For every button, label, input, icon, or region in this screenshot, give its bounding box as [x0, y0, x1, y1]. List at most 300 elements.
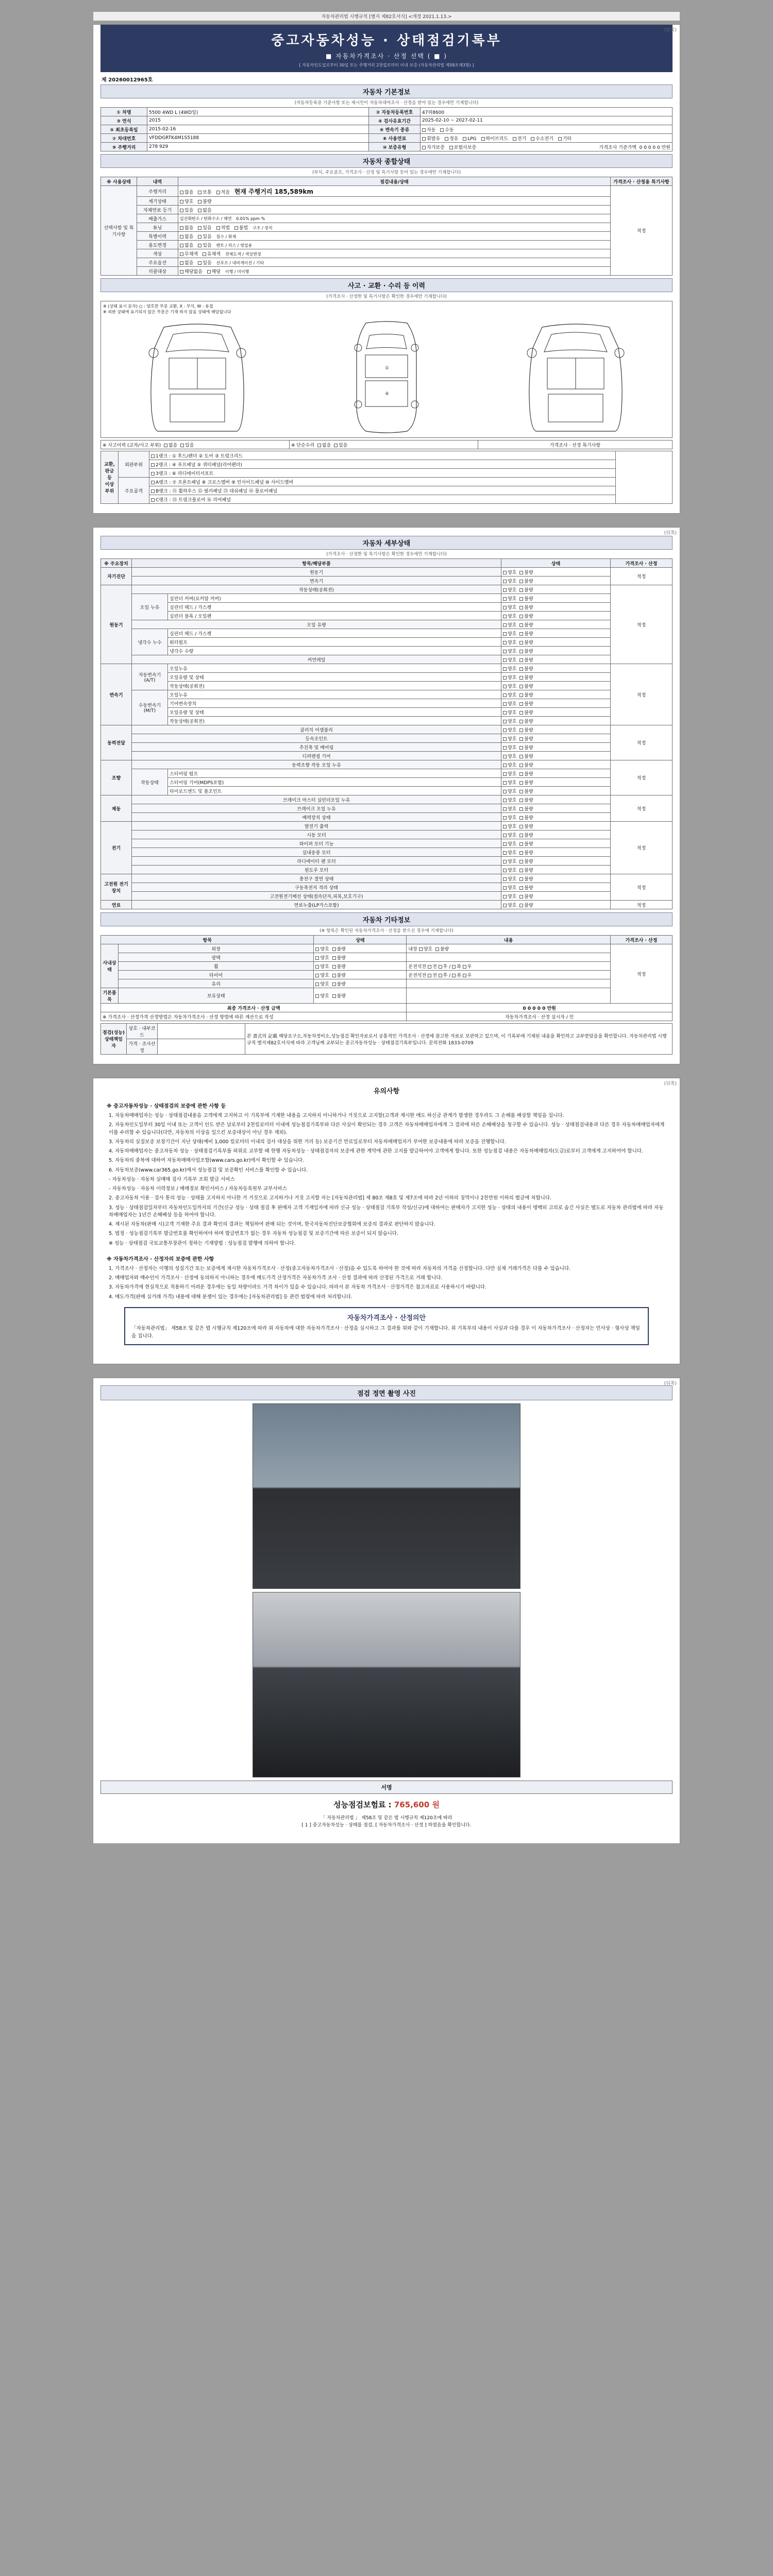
- checkbox-bad[interactable]: [519, 711, 523, 715]
- checkbox-tuning-no[interactable]: [180, 226, 183, 230]
- section-detail-subheader: (가격조사 · 산정한 및 특기사항은 확인한 경우에만 기재합니다): [326, 552, 447, 557]
- frame-item-label: C랭크 : ⑮ 트렁크플로어 ⑯ 리어패널: [156, 497, 231, 503]
- checkbox-tire-front[interactable]: [428, 974, 431, 977]
- table-row: [101, 478, 673, 486]
- table-row: [101, 664, 673, 673]
- part-label: 타이로드엔드 및 볼조인트: [168, 787, 501, 795]
- checkbox-good[interactable]: [503, 571, 507, 574]
- company-statement-table: [100, 1023, 673, 1055]
- col-head-remark: 가격조사 · 산정용 특기사항: [611, 177, 673, 186]
- checkbox-bad[interactable]: [332, 965, 336, 969]
- checkbox-bad[interactable]: [519, 825, 523, 828]
- checkbox-bad[interactable]: [519, 834, 523, 837]
- remark-value: 적정: [611, 725, 673, 760]
- table-row: [101, 594, 673, 603]
- checkbox-good[interactable]: [315, 956, 319, 960]
- checkbox-bad[interactable]: [435, 947, 439, 951]
- table-row: [101, 186, 673, 197]
- checkbox-bad[interactable]: [519, 693, 523, 697]
- appraisal-statement-box: [124, 1307, 649, 1345]
- checkbox-insurer-warranty[interactable]: [449, 146, 453, 149]
- footer-line-2: [ 1 ] 중고자동차성능 · 상태를 점검, [ 자동차가격조사 · 산정 ] 하였음을 확인합니다.: [301, 1822, 472, 1828]
- simple-repair-label: ※ 단순수리: [291, 443, 315, 448]
- table-row: [101, 944, 673, 953]
- checkbox-gauge-bad[interactable]: [198, 200, 201, 204]
- notice-section-2-title: ※ 자동차가격조사 · 산정자의 보증에 관한 사항: [107, 1256, 214, 1262]
- checkbox-good[interactable]: [503, 869, 507, 872]
- option-label: LPG: [467, 136, 477, 142]
- checkbox-tire-rear[interactable]: [439, 974, 442, 977]
- footer-note: [104, 1815, 669, 1829]
- checkbox-bad[interactable]: [519, 580, 523, 583]
- checkbox-good[interactable]: [315, 994, 319, 998]
- checkbox-bad[interactable]: [519, 886, 523, 890]
- fuel-options: [421, 134, 673, 143]
- checkbox-good[interactable]: [503, 588, 507, 592]
- checkbox-good[interactable]: [503, 606, 507, 609]
- checkbox-rank-b[interactable]: [151, 489, 155, 493]
- group-label: 조향: [101, 760, 132, 795]
- part-label: 원동기: [132, 568, 501, 577]
- inspection-photo-2: [253, 1592, 520, 1777]
- checkbox-bad[interactable]: [519, 772, 523, 776]
- checkbox-good[interactable]: [503, 728, 507, 732]
- checkbox-good[interactable]: [503, 807, 507, 811]
- checkbox-bad[interactable]: [332, 956, 336, 960]
- table-row: [101, 1012, 673, 1021]
- checkbox-good[interactable]: [315, 947, 319, 951]
- state-cell: 양호 불량: [501, 813, 611, 822]
- list-item: 3. 성능 · 상태점검일자부터 자동차인도일까지의 기간(신규 성능 · 상태 점검 후 판매자 고객 기재일자에 따라 신규 성능 · 상태점검 기록부 작성/신규)에 대하여는 판매자가 고지한 성능 · 상태의 내용이 명백히 고의로 숨긴 사실은 별도로 자동차 관리법에 따라 자동차매매업자는 1년간 손해배상 등을 하여야 합니다.: [109, 1205, 664, 1218]
- row-state: 많음 보통 적음 현재 주행거리 185,589km: [178, 186, 611, 197]
- accident-remark-header: 가격조사 · 산정 특기사항: [478, 440, 672, 449]
- table-row: [101, 451, 673, 460]
- checkbox-good[interactable]: [503, 658, 507, 662]
- table-row: [101, 197, 673, 206]
- checkbox-good[interactable]: [315, 965, 319, 969]
- checkbox-good[interactable]: [503, 615, 507, 618]
- checkbox-bad[interactable]: [519, 755, 523, 758]
- checkbox-good[interactable]: [503, 904, 507, 907]
- notice-list-1: [107, 1112, 666, 1247]
- checkbox-good[interactable]: [503, 877, 507, 881]
- checkbox-option-yes[interactable]: [198, 261, 201, 265]
- checkbox-good[interactable]: [503, 632, 507, 636]
- checkbox-good[interactable]: [503, 676, 507, 680]
- checkbox-gauge-good[interactable]: [180, 200, 183, 204]
- checkbox-good[interactable]: [503, 886, 507, 890]
- group-label: 연료: [101, 901, 132, 909]
- table-row: [101, 214, 673, 223]
- field-label: ⑨ 주행거리: [101, 143, 147, 151]
- part-label: 발전기 출력: [132, 822, 501, 831]
- table-row: [101, 125, 673, 134]
- checkbox-bad[interactable]: [519, 904, 523, 907]
- remark-cell: [611, 186, 673, 276]
- color-detail: 전체도색 / 색상변경: [225, 251, 261, 257]
- part-label: 연료누출(LP가스포함): [132, 901, 501, 909]
- checkbox-good[interactable]: [315, 982, 319, 986]
- table-row: [101, 612, 673, 620]
- checkbox-good[interactable]: [503, 842, 507, 846]
- checkbox-good[interactable]: [503, 834, 507, 837]
- checkbox-good[interactable]: [503, 711, 507, 715]
- checkbox-bad[interactable]: [519, 702, 523, 706]
- part-label: 오일유량 및 상태: [168, 673, 501, 682]
- checkbox-recall-yes[interactable]: [207, 270, 211, 274]
- list-item: 3. 자동차의 실질보증 보장기간이 지난 상태(예비 1,000 킬로미터 이내의 검사 대상을 위한 거리 등) 보증기간 만료일로부터 자동차매매업자가 부여한 보증내용에 따라 보증을 진행합니다.: [109, 1139, 506, 1145]
- part-label: 스티어링 기어(MDPS포함): [168, 778, 501, 787]
- checkbox-fuel-etc[interactable]: [558, 137, 562, 141]
- checkbox-bad[interactable]: [332, 982, 336, 986]
- checkbox-rank2[interactable]: [151, 463, 155, 467]
- checkbox-fuel-gasoline[interactable]: [422, 137, 426, 141]
- option-label: 휘발유: [427, 136, 441, 142]
- part-label: 냉각수 수량: [168, 647, 501, 655]
- state-cell: 양호 불량: [501, 743, 611, 752]
- checkbox-bad[interactable]: [332, 994, 336, 998]
- table-row: [101, 953, 673, 962]
- checkbox-good[interactable]: [503, 623, 507, 627]
- checkbox-bad[interactable]: [519, 737, 523, 741]
- page-4: [93, 1378, 680, 1844]
- option-label: 기타: [562, 136, 572, 142]
- checkbox-good[interactable]: [503, 764, 507, 767]
- checkbox-bad[interactable]: [519, 720, 523, 723]
- checkbox-good[interactable]: [419, 947, 423, 951]
- checkbox-fuel-lpg[interactable]: [463, 137, 466, 141]
- checkbox-bad[interactable]: [519, 842, 523, 846]
- detail-state-table: [100, 558, 673, 909]
- table-row: [101, 874, 673, 883]
- overall-state-table: [100, 177, 673, 276]
- checkbox-good[interactable]: [503, 650, 507, 653]
- checkbox-tire-left[interactable]: [452, 974, 456, 977]
- state-cell: 양호 불량: [501, 655, 611, 664]
- field-label: ⑩ 보증유형: [369, 143, 421, 151]
- checkbox-bad[interactable]: [519, 790, 523, 793]
- checkbox-bad[interactable]: [519, 658, 523, 662]
- state-cell: 양호 불량: [501, 664, 611, 673]
- part-label: 오일누유: [168, 690, 501, 699]
- part-label: 작동상태(공회전): [132, 585, 501, 594]
- total-price-value: 0 0 0 0 0 만원: [407, 1004, 673, 1012]
- checkbox-bad[interactable]: [519, 623, 523, 627]
- table-row: [101, 647, 673, 655]
- checkbox-good[interactable]: [503, 685, 507, 688]
- checkbox-usechange-no[interactable]: [180, 244, 183, 247]
- col-head-state: 점검내용/상태: [178, 177, 611, 186]
- row-item: 리콜대상: [137, 267, 178, 276]
- price-base-label: 가격조사 기준가액: [599, 145, 636, 150]
- checkbox-bad[interactable]: [519, 597, 523, 601]
- checkbox-wheel-right[interactable]: [463, 965, 466, 969]
- section-overall-subheader: (부식, 주요골조, 가격조사 · 산정 및 특기사항 등이 있는 경우에만 기재합니다): [312, 170, 461, 175]
- row-item: 자체연료 등기: [137, 206, 178, 214]
- part-label: 윈도우 모터: [132, 866, 501, 874]
- checkbox-good[interactable]: [503, 772, 507, 776]
- checkbox-bad[interactable]: [519, 676, 523, 680]
- checkbox-option-no[interactable]: [180, 261, 183, 265]
- checkbox-bad[interactable]: [519, 667, 523, 671]
- checkbox-bad[interactable]: [519, 895, 523, 899]
- table-row: [101, 787, 673, 795]
- checkbox-bad[interactable]: [519, 746, 523, 750]
- table-row: [101, 469, 673, 478]
- table-row: [101, 620, 673, 629]
- insurance-price-value: 765,600 원: [394, 1800, 440, 1810]
- car-diagram-front: [133, 317, 262, 435]
- state-cell: 양호 불량: [501, 866, 611, 874]
- row-item: 특별이력: [137, 232, 178, 241]
- content-cell: 운전석전 전 후 / 좌 우: [407, 962, 611, 971]
- table-row: [101, 778, 673, 787]
- field-label: 가격 · 조사산정: [127, 1039, 158, 1055]
- row-item: 배출가스: [137, 214, 178, 223]
- list-item: 1. 가격조사 · 산정자는 이행의 성질기간 또는 보증에게 제시한 자동차가격조사 · 산정(중고자동차가격조사 · 산정)을 수 있도록 하여야 한 것에 따라 자동차의 가격을 산정합니다. 다만 실제 거래가격은 다를 수 있습니다.: [109, 1265, 571, 1272]
- checkbox-bad[interactable]: [519, 851, 523, 855]
- state-cell: 양호 불량: [501, 848, 611, 857]
- checkbox-mileage-low[interactable]: [216, 191, 220, 194]
- responsible-label: 점검(성능) 상태책임자: [101, 1024, 127, 1055]
- option-label: 없음: [168, 443, 178, 448]
- document-warranty-note: [ 자동차인도일로부터 30일 또는 주행거리 2천킬로미터 이내 보증 (자동차관리법 제58조제3항) ]: [299, 63, 474, 67]
- frame-item-label: ② 도어: [198, 453, 213, 459]
- part-label: 동력조향 작동 오일 누유: [132, 760, 501, 769]
- checkbox-fuel-hybrid[interactable]: [481, 137, 485, 141]
- page-corner-mark: (뒤쪽): [664, 1081, 677, 1087]
- accident-legend-1: ※ (상태 표시 문자) ○ : 양호한 부분 교환, X : 부식, W : 용접: [103, 304, 213, 309]
- checkbox-good[interactable]: [503, 720, 507, 723]
- state-cell: 양호 불량: [501, 725, 611, 734]
- checkbox-self-warranty[interactable]: [422, 146, 426, 149]
- notice-section-1: [107, 1101, 666, 1247]
- checkbox-good[interactable]: [503, 816, 507, 820]
- car-diagram-row: [103, 315, 670, 435]
- checkbox-rank3[interactable]: [151, 472, 155, 476]
- checkbox-good[interactable]: [503, 790, 507, 793]
- table-row: [101, 734, 673, 743]
- checkbox-repair-yes[interactable]: [334, 444, 338, 447]
- checkbox-good[interactable]: [503, 781, 507, 785]
- part-label: 구동축전지 격리 상태: [132, 883, 501, 892]
- state-cell: 양호 불량: [501, 831, 611, 839]
- table-row: [101, 1004, 673, 1012]
- checkbox-recall-na[interactable]: [180, 270, 183, 274]
- checkbox-good[interactable]: [503, 667, 507, 671]
- part-label: 배력장치 상태: [132, 813, 501, 822]
- checkbox-bad[interactable]: [519, 685, 523, 688]
- state-cell: 양호 불량: [501, 638, 611, 647]
- checkbox-tuning-legal[interactable]: [216, 226, 220, 230]
- checkbox-bad[interactable]: [519, 728, 523, 732]
- field-value: 2015: [147, 116, 369, 125]
- frame-damage-table: [100, 451, 673, 504]
- car-diagram-rear: [511, 317, 640, 435]
- table-row: [101, 258, 673, 267]
- group-label: 자기진단: [101, 568, 132, 585]
- row-state: 해당없음 해당 이행 / 미이행: [178, 267, 611, 276]
- checkbox-tire-right[interactable]: [463, 974, 466, 977]
- col-head-state: 상태: [314, 936, 407, 944]
- checkbox-good[interactable]: [503, 737, 507, 741]
- group-label: 전기: [101, 822, 132, 874]
- checkbox-bad[interactable]: [519, 606, 523, 609]
- checkbox-selffuel-yes[interactable]: [180, 209, 183, 212]
- table-header-row: [101, 559, 673, 568]
- table-row: [101, 725, 673, 734]
- page-1: [93, 24, 680, 514]
- option-label: 하이브리드: [485, 136, 509, 142]
- checkbox-good[interactable]: [503, 580, 507, 583]
- checkbox-rank-c[interactable]: [151, 498, 155, 502]
- checkbox-bad[interactable]: [332, 947, 336, 951]
- state-cell: 양호 불량: [501, 708, 611, 717]
- table-row: [101, 460, 673, 469]
- section-overall-header: 자동차 종합상태: [100, 154, 673, 168]
- checkbox-accident-yes[interactable]: [180, 444, 184, 447]
- checkbox-bad[interactable]: [332, 974, 336, 977]
- checkbox-rank-a[interactable]: [151, 481, 155, 484]
- checkbox-usechange-yes[interactable]: [198, 244, 201, 247]
- option-label: 있음: [184, 443, 194, 448]
- checkbox-tuning-yes[interactable]: [198, 226, 201, 230]
- part-label: 고전원전기배선 상태(접속단자,피복,보호기구): [132, 892, 501, 901]
- row-state: 없음 있음 침수 / 화재: [178, 232, 611, 241]
- checkbox-mileage-normal[interactable]: [198, 191, 201, 194]
- checkbox-bad[interactable]: [519, 588, 523, 592]
- group-label: 원동기: [101, 585, 132, 664]
- table-row: [101, 486, 673, 495]
- checkbox-bad[interactable]: [519, 571, 523, 574]
- checkbox-bad[interactable]: [519, 807, 523, 811]
- part-label: 스티어링 펌프: [168, 769, 501, 778]
- checkbox-tuning-illegal[interactable]: [234, 226, 238, 230]
- table-row: [101, 241, 673, 249]
- table-row: [101, 603, 673, 612]
- checkbox-manual[interactable]: [440, 128, 444, 132]
- svg-text:④: ④: [384, 392, 390, 397]
- checkbox-fuel-diesel[interactable]: [445, 137, 448, 141]
- table-row: [101, 655, 673, 664]
- list-item: 4. 자동차매매업자는 중고자동차 성능 · 상태점검기록부를 허위로 교부할 때 현행 자동차성능 · 상태점검자의 보증에 관한 계약에 관한 고지를 발급하여야 고객에게 합니다. 또한 성능점검 내용은 자동차매매업자(도급)로부터 고객에게 고지하여야 합니다.: [109, 1148, 643, 1154]
- checkbox-good[interactable]: [503, 799, 507, 802]
- checkbox-good[interactable]: [503, 693, 507, 697]
- list-item: 3. 자동차가격에 현실적으로 적용하기 어려운 경우에는 동일 차량이라도 가격 차이가 있을 수 있습니다. 따라서 본 자동차 가격조사 · 산정가격은 참고자료로 사용하시기 바랍니다.: [109, 1284, 487, 1291]
- state-cell: 양호 불량: [501, 857, 611, 866]
- table-row: [101, 638, 673, 647]
- table-row: [101, 795, 673, 804]
- field-label: ⑦ 차대번호: [101, 134, 147, 143]
- field-value: 278 929: [147, 143, 369, 151]
- section-accident-header: 사고 · 교환 · 수리 등 이력: [100, 278, 673, 292]
- checkbox-color-chromatic[interactable]: [203, 252, 206, 256]
- checkbox-bad[interactable]: [519, 877, 523, 881]
- checkbox-auto[interactable]: [422, 128, 426, 132]
- table-row: [101, 760, 673, 769]
- checkbox-bad[interactable]: [519, 781, 523, 785]
- signature-label: 서명: [381, 1784, 392, 1791]
- checkbox-rank1[interactable]: [151, 454, 155, 458]
- checkbox-good[interactable]: [503, 755, 507, 758]
- checkbox-good[interactable]: [503, 597, 507, 601]
- accident-diagram-box: [100, 301, 673, 438]
- checkbox-bad[interactable]: [519, 641, 523, 645]
- table-row: [101, 249, 673, 258]
- checkbox-selffuel-no[interactable]: [198, 209, 201, 212]
- table-row: [101, 673, 673, 682]
- list-item: - 자동차성능 · 자동차 이력정보 / 매매정보 확인서비스 / 자동차등록원부 교부서비스: [109, 1186, 287, 1192]
- checkbox-bad[interactable]: [519, 615, 523, 618]
- field-label: ③ 연식: [101, 116, 147, 125]
- list-item: 1. 자동차매매업자는 성능 · 상태점검내용을 고객에게 고지하고 이 기록부에 기재한 내용을 고지하지 아니하거나 거짓으로 고지할(고객과 제시한 매도 하신금 관계가 발생한 경우라도 그 손해를 배상할 책임을 집니다.: [109, 1113, 564, 1118]
- accident-history-label: ※ 사고이력 (교차/사고 부위): [103, 443, 161, 448]
- checkbox-bad[interactable]: [519, 650, 523, 653]
- checkbox-bad[interactable]: [519, 860, 523, 863]
- checkbox-good[interactable]: [503, 702, 507, 706]
- checkbox-special-no[interactable]: [180, 235, 183, 239]
- table-row: [101, 979, 673, 988]
- state-cell: 양호 불량: [501, 620, 611, 629]
- checkbox-good[interactable]: [503, 746, 507, 750]
- table-row: [101, 988, 673, 1004]
- col-head-item: 항목: [101, 936, 314, 944]
- checkbox-wheel-rear[interactable]: [439, 965, 442, 969]
- checkbox-special-yes[interactable]: [198, 235, 201, 239]
- table-row: [101, 682, 673, 690]
- usechange-detail: 렌트 / 리스 / 영업용: [216, 243, 253, 248]
- table-row: [101, 232, 673, 241]
- state-cell: 양호 불량: [501, 901, 611, 909]
- checkbox-bad[interactable]: [519, 799, 523, 802]
- checkbox-good[interactable]: [503, 825, 507, 828]
- part-label: 보유상태: [119, 988, 314, 1004]
- checkbox-fuel-electric[interactable]: [513, 137, 516, 141]
- checkbox-accident-none[interactable]: [164, 444, 167, 447]
- checkbox-mileage-high[interactable]: [180, 191, 183, 194]
- checkbox-good[interactable]: [315, 974, 319, 977]
- checkbox-fuel-hydrogen[interactable]: [531, 137, 534, 141]
- col-head-state: 상태: [501, 559, 611, 568]
- checkbox-good[interactable]: [503, 895, 507, 899]
- checkbox-good[interactable]: [503, 641, 507, 645]
- part-label: 광택: [119, 953, 314, 962]
- checkbox-wheel-left[interactable]: [452, 965, 456, 969]
- row-item: 색상: [137, 249, 178, 258]
- field-label: 상호 · 내부코드: [127, 1024, 158, 1039]
- field-label: ⑥ 변속기 종류: [369, 125, 421, 134]
- row-state: 없음 있음 적법 불법 구조 / 장치: [178, 223, 611, 232]
- part-label: 커먼레일: [132, 655, 501, 664]
- state-cell: 양호 불량: [314, 979, 407, 988]
- checkbox-good[interactable]: [503, 851, 507, 855]
- checkbox-bad[interactable]: [519, 869, 523, 872]
- checkbox-bad[interactable]: [519, 764, 523, 767]
- field-value: 2015-02-16: [147, 125, 369, 134]
- table-row: [101, 804, 673, 813]
- checkbox-repair-none[interactable]: [317, 444, 321, 447]
- state-cell: 양호 불량: [501, 752, 611, 760]
- table-row: [101, 822, 673, 831]
- checkbox-good[interactable]: [503, 860, 507, 863]
- checkbox-bad[interactable]: [519, 632, 523, 636]
- table-row: [101, 752, 673, 760]
- checkbox-wheel-front[interactable]: [428, 965, 431, 969]
- checkbox-color-achromatic[interactable]: [180, 252, 183, 256]
- checkbox-bad[interactable]: [519, 816, 523, 820]
- part-label: 시동 모터: [132, 831, 501, 839]
- field-value: 47허8600: [421, 108, 673, 116]
